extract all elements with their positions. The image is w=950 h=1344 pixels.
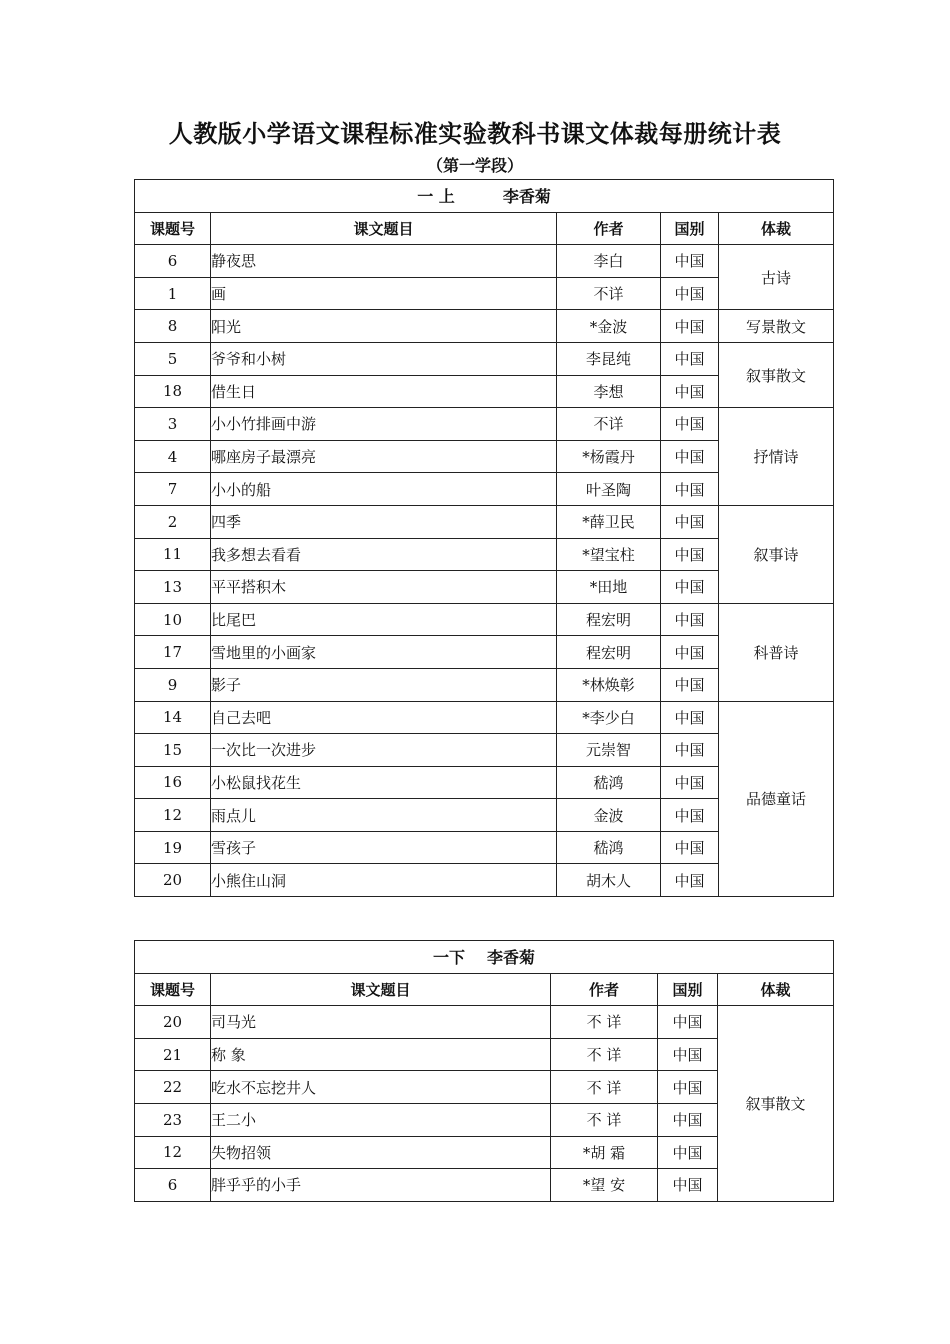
table-row <box>135 245 834 278</box>
lesson-country: 中国 <box>661 310 719 343</box>
header-title: 课文题目 <box>211 973 551 1006</box>
lesson-number: 18 <box>135 375 211 408</box>
lesson-title: 小松鼠找花生 <box>211 766 557 799</box>
lesson-title: 比尾巴 <box>211 603 557 636</box>
lesson-number: 17 <box>135 636 211 669</box>
lesson-title: 平平搭积木 <box>211 571 557 604</box>
lesson-number: 4 <box>135 440 211 473</box>
lesson-author: *金波 <box>557 310 661 343</box>
lesson-country: 中国 <box>658 1038 718 1071</box>
lesson-number: 5 <box>135 342 211 375</box>
lesson-country: 中国 <box>661 505 719 538</box>
lesson-country: 中国 <box>661 831 719 864</box>
table-row <box>135 310 834 343</box>
table-caption <box>135 941 834 974</box>
lesson-author: 李昆纯 <box>557 342 661 375</box>
lesson-author: 程宏明 <box>557 603 661 636</box>
lesson-country: 中国 <box>661 571 719 604</box>
table-row <box>135 603 834 636</box>
lesson-country: 中国 <box>661 636 719 669</box>
lesson-title: 失物招领 <box>211 1136 551 1169</box>
lesson-author: 李想 <box>557 375 661 408</box>
header-author: 作者 <box>551 973 658 1006</box>
header-num: 课题号 <box>135 212 211 245</box>
lesson-country: 中国 <box>661 668 719 701</box>
lesson-title: 自己去吧 <box>211 701 557 734</box>
lesson-title: 吃水不忘挖井人 <box>211 1071 551 1104</box>
lesson-country: 中国 <box>661 375 719 408</box>
header-country: 国别 <box>661 212 719 245</box>
genre-cell: 叙事散文 <box>718 1006 834 1202</box>
editor-name: 李香菊 <box>487 948 536 968</box>
lesson-country: 中国 <box>661 799 719 832</box>
lesson-country: 中国 <box>661 603 719 636</box>
lesson-author: 不详 <box>557 408 661 441</box>
lesson-country: 中国 <box>661 538 719 571</box>
lesson-title: 画 <box>211 277 557 310</box>
table-row <box>135 342 834 375</box>
lesson-country: 中国 <box>661 473 719 506</box>
lesson-title: 小小的船 <box>211 473 557 506</box>
lesson-country: 中国 <box>661 734 719 767</box>
lesson-title: 借生日 <box>211 375 557 408</box>
table-row <box>135 701 834 734</box>
lesson-author: *薛卫民 <box>557 505 661 538</box>
lesson-author: *李少白 <box>557 701 661 734</box>
genre-cell: 抒情诗 <box>719 408 834 506</box>
lesson-title: 影子 <box>211 668 557 701</box>
lesson-author: 叶圣陶 <box>557 473 661 506</box>
lesson-number: 19 <box>135 831 211 864</box>
lesson-title: 我多想去看看 <box>211 538 557 571</box>
lesson-number: 20 <box>135 864 211 897</box>
lesson-number: 6 <box>135 1169 211 1202</box>
lesson-country: 中国 <box>661 766 719 799</box>
genre-cell: 科普诗 <box>719 603 834 701</box>
lesson-title: 雪孩子 <box>211 831 557 864</box>
lesson-number: 16 <box>135 766 211 799</box>
lesson-country: 中国 <box>658 1136 718 1169</box>
header-country: 国别 <box>658 973 718 1006</box>
lesson-author: 不 详 <box>551 1071 658 1104</box>
header-row <box>135 212 834 245</box>
table-row <box>135 408 834 441</box>
lesson-number: 13 <box>135 571 211 604</box>
lesson-number: 6 <box>135 245 211 278</box>
document-subtitle: （第一学段） <box>426 156 523 175</box>
table-row <box>135 505 834 538</box>
lesson-country: 中国 <box>661 701 719 734</box>
genre-cell: 写景散文 <box>719 310 834 343</box>
lesson-title: 称 象 <box>211 1038 551 1071</box>
lesson-number: 2 <box>135 505 211 538</box>
lesson-country: 中国 <box>661 864 719 897</box>
lesson-author: 金波 <box>557 799 661 832</box>
lesson-author: 程宏明 <box>557 636 661 669</box>
genre-cell: 古诗 <box>719 245 834 310</box>
lesson-title: 哪座房子最漂亮 <box>211 440 557 473</box>
lesson-number: 21 <box>135 1038 211 1071</box>
lesson-author: 不 详 <box>551 1006 658 1039</box>
header-author: 作者 <box>557 212 661 245</box>
document-title: 人教版小学语文课程标准实验教科书课文体裁每册统计表 <box>168 120 782 148</box>
lesson-author: *胡 霜 <box>551 1136 658 1169</box>
lesson-country: 中国 <box>658 1071 718 1104</box>
lesson-title: 司马光 <box>211 1006 551 1039</box>
lesson-author: 嵇鸿 <box>557 766 661 799</box>
grade-label: 一下 <box>433 948 466 968</box>
header-genre: 体裁 <box>718 973 834 1006</box>
table-grade-1-second-term <box>134 940 834 1202</box>
lesson-author: *杨霞丹 <box>557 440 661 473</box>
lesson-title: 雨点儿 <box>211 799 557 832</box>
lesson-title: 阳光 <box>211 310 557 343</box>
header-genre: 体裁 <box>719 212 834 245</box>
lesson-author: 元崇智 <box>557 734 661 767</box>
lesson-author: *田地 <box>557 571 661 604</box>
genre-cell: 叙事诗 <box>719 505 834 603</box>
lesson-number: 22 <box>135 1071 211 1104</box>
lesson-number: 15 <box>135 734 211 767</box>
lesson-number: 20 <box>135 1006 211 1039</box>
lesson-title: 胖乎乎的小手 <box>211 1169 551 1202</box>
genre-cell: 品德童话 <box>719 701 834 897</box>
lesson-author: 不详 <box>557 277 661 310</box>
header-title: 课文题目 <box>211 212 557 245</box>
lesson-country: 中国 <box>661 440 719 473</box>
table-row <box>135 1006 834 1039</box>
lesson-author: *望宝柱 <box>557 538 661 571</box>
lesson-title: 四季 <box>211 505 557 538</box>
lesson-country: 中国 <box>661 245 719 278</box>
lesson-country: 中国 <box>661 277 719 310</box>
lesson-author: *林焕彰 <box>557 668 661 701</box>
lesson-number: 9 <box>135 668 211 701</box>
lesson-author: 不 详 <box>551 1038 658 1071</box>
table-caption-row <box>135 180 834 213</box>
lesson-author: *望 安 <box>551 1169 658 1202</box>
lesson-title: 一次比一次进步 <box>211 734 557 767</box>
lesson-number: 10 <box>135 603 211 636</box>
lesson-country: 中国 <box>658 1169 718 1202</box>
lesson-number: 11 <box>135 538 211 571</box>
lesson-title: 爷爷和小树 <box>211 342 557 375</box>
lesson-number: 12 <box>135 1136 211 1169</box>
lesson-title: 王二小 <box>211 1103 551 1136</box>
lesson-number: 7 <box>135 473 211 506</box>
lesson-number: 1 <box>135 277 211 310</box>
lesson-author: 李白 <box>557 245 661 278</box>
lesson-country: 中国 <box>661 342 719 375</box>
grade-label: 一 上 <box>417 187 455 207</box>
table-grade-1-first-term <box>134 179 834 897</box>
header-num: 课题号 <box>135 973 211 1006</box>
lesson-title: 雪地里的小画家 <box>211 636 557 669</box>
lesson-number: 12 <box>135 799 211 832</box>
lesson-country: 中国 <box>658 1006 718 1039</box>
lesson-country: 中国 <box>658 1103 718 1136</box>
lesson-author: 不 详 <box>551 1103 658 1136</box>
lesson-author: 嵇鸿 <box>557 831 661 864</box>
lesson-number: 8 <box>135 310 211 343</box>
editor-name: 李香菊 <box>502 187 551 207</box>
lesson-title: 小熊住山洞 <box>211 864 557 897</box>
lesson-number: 23 <box>135 1103 211 1136</box>
lesson-country: 中国 <box>661 408 719 441</box>
lesson-title: 静夜思 <box>211 245 557 278</box>
table-caption-row <box>135 941 834 974</box>
lesson-number: 3 <box>135 408 211 441</box>
lesson-author: 胡木人 <box>557 864 661 897</box>
lesson-number: 14 <box>135 701 211 734</box>
table-caption <box>135 180 834 213</box>
genre-cell: 叙事散文 <box>719 342 834 407</box>
lesson-title: 小小竹排画中游 <box>211 408 557 441</box>
header-row <box>135 973 834 1006</box>
